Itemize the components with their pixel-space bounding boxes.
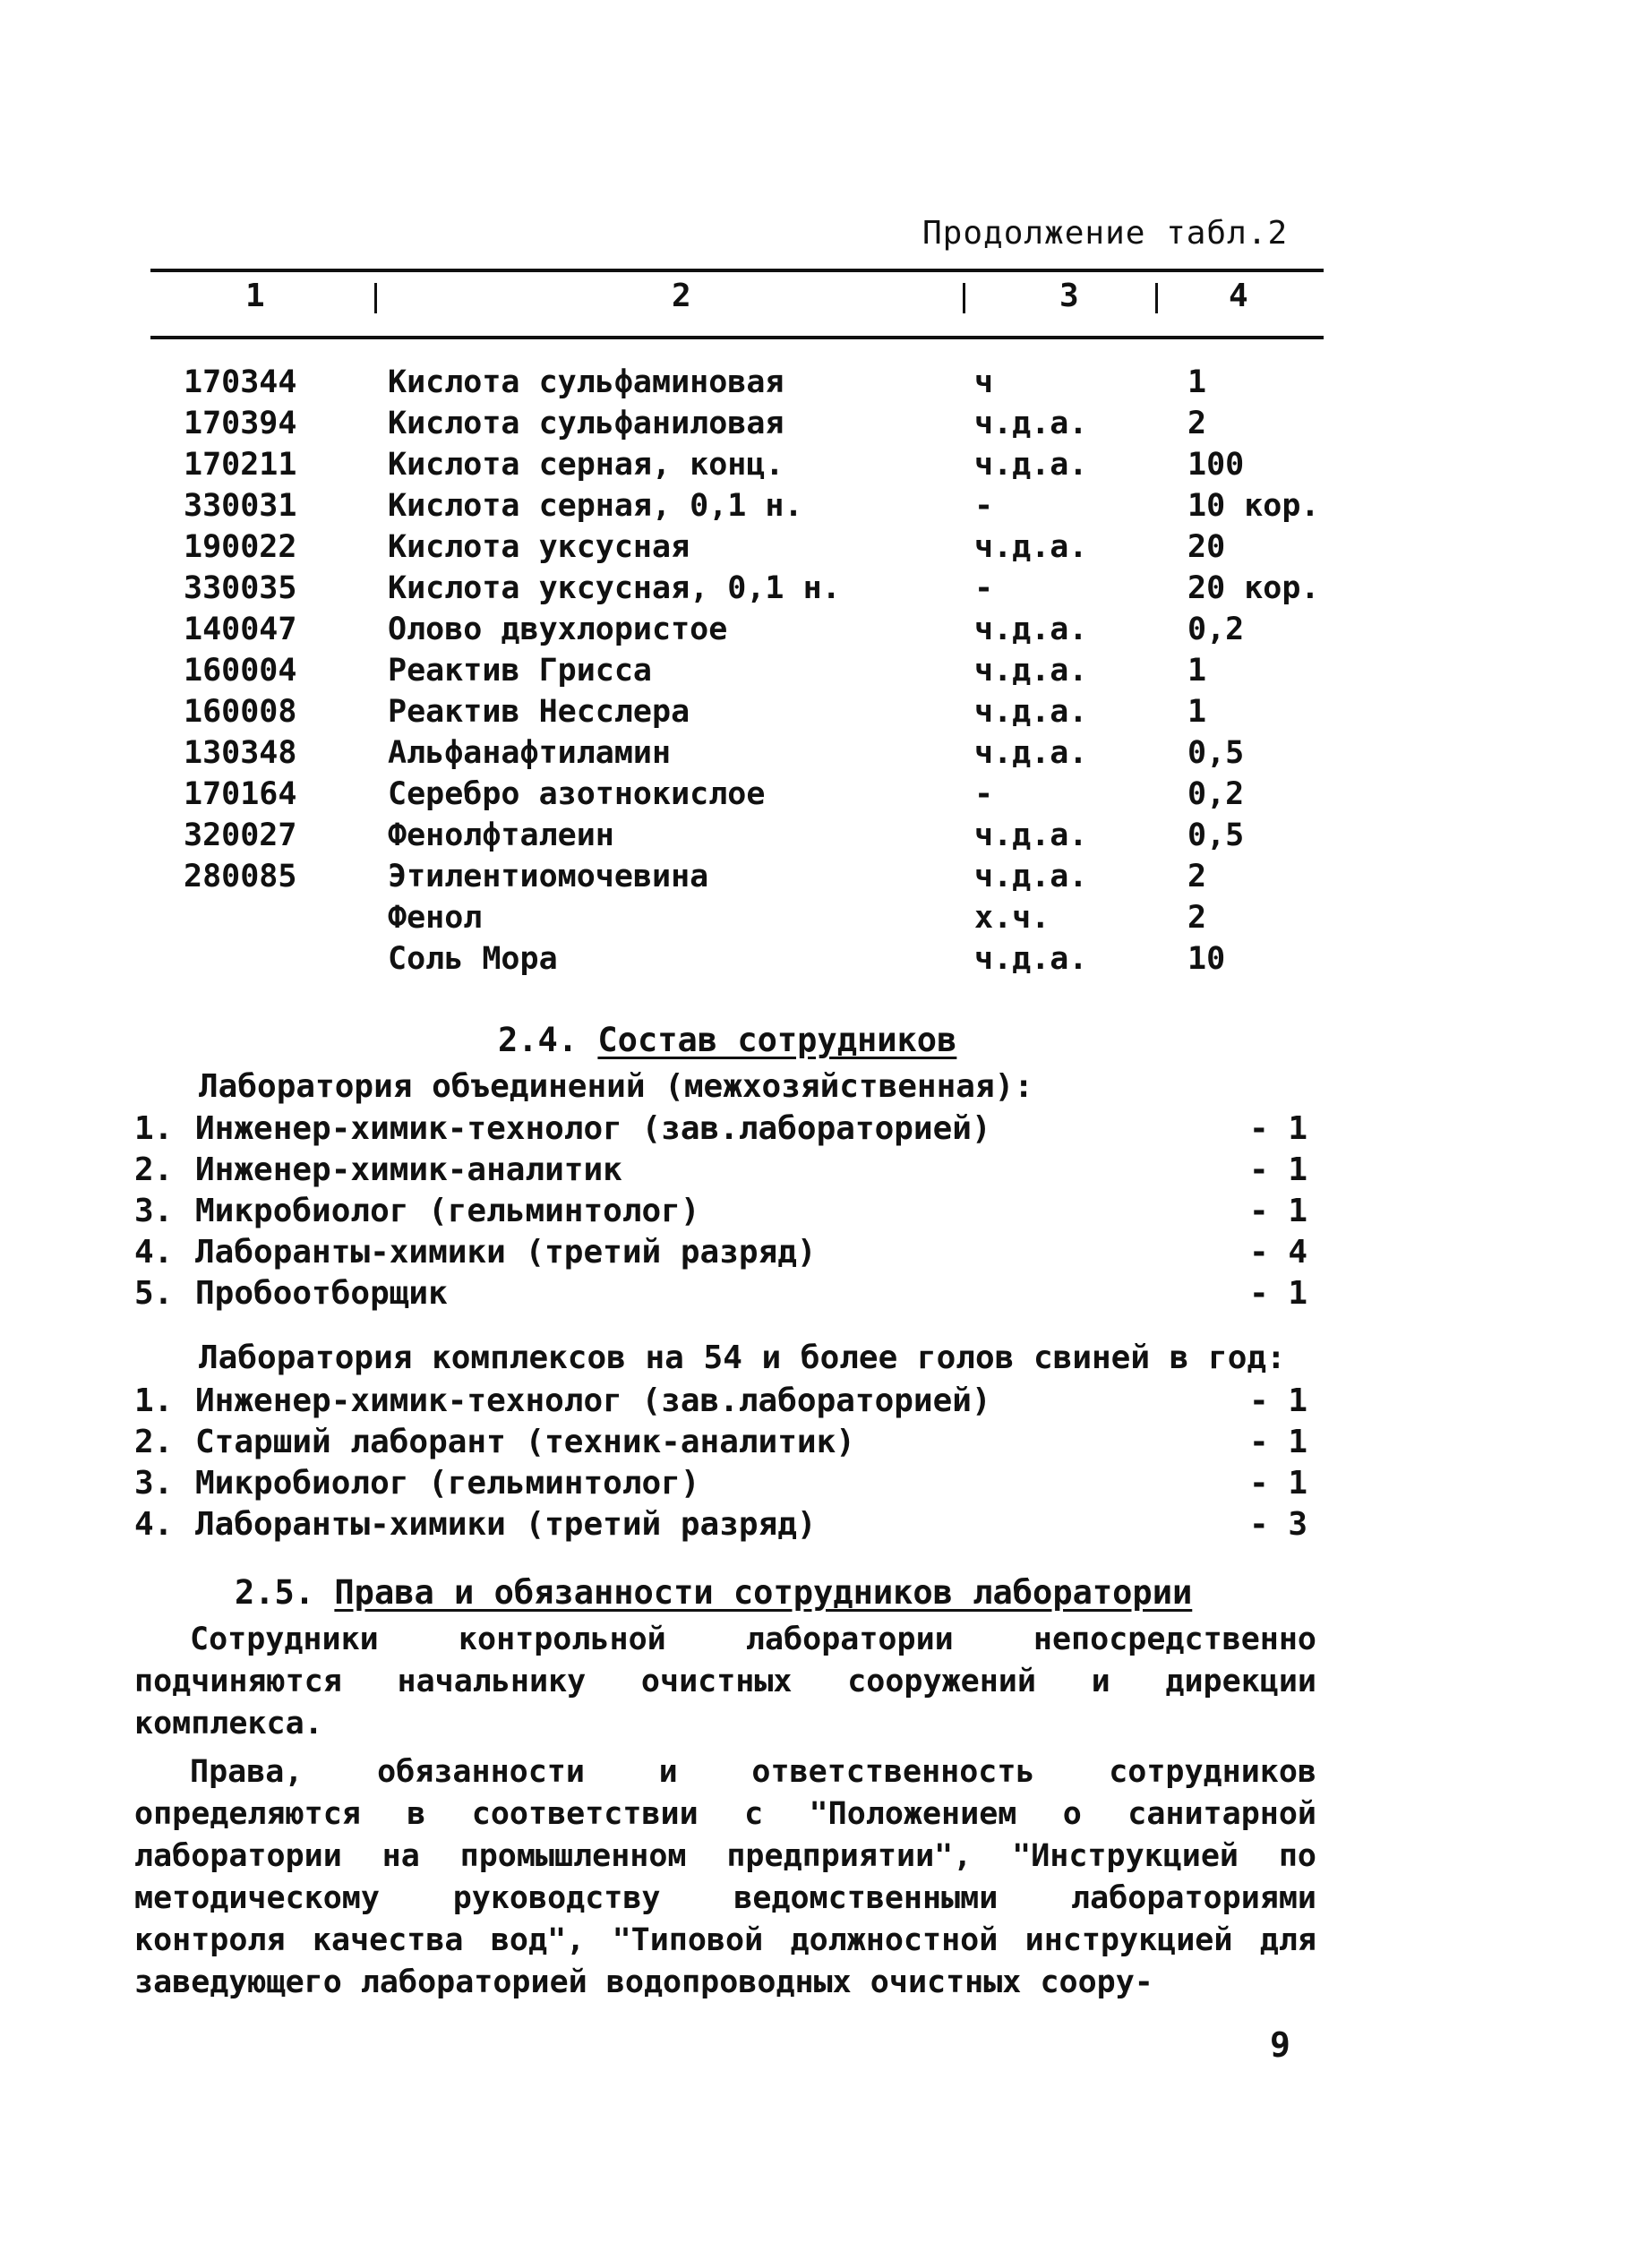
reagent-name: Кислота уксусная (388, 529, 690, 565)
staff-item-count: - 4 (1248, 1234, 1307, 1271)
staff-item-count: - 1 (1248, 1110, 1307, 1147)
reagent-name: Кислота сульфаниловая (388, 406, 784, 441)
reagent-quantity: 0,5 (1187, 817, 1245, 853)
staff-item (134, 1193, 1307, 1234)
reagent-name: Кислота сульфаминовая (388, 364, 784, 400)
reagent-code: 130348 (184, 735, 297, 771)
reagent-grade: ч.д.а. (974, 694, 1088, 730)
column-number-4: 4 (1229, 278, 1248, 314)
reagent-grade: ч.д.а. (974, 735, 1088, 771)
staff-item-title: Лаборанты-химики (третий разряд) (195, 1506, 817, 1543)
reagent-code: 170344 (184, 364, 297, 400)
reagent-quantity: 20 (1187, 529, 1226, 565)
staff-item (134, 1506, 1307, 1547)
column-separator (963, 283, 965, 313)
column-number-1: 1 (245, 278, 265, 314)
staff-item (134, 1465, 1307, 1506)
staff-item-count: - 1 (1248, 1465, 1307, 1502)
reagent-code: 330035 (184, 570, 297, 606)
staff-item (134, 1151, 1307, 1193)
reagent-grade: ч.д.а. (974, 406, 1088, 441)
staff-item-count: - 1 (1248, 1382, 1307, 1419)
table-header-rule (150, 336, 1324, 339)
reagent-grade: - (974, 776, 994, 812)
reagent-name: Соль Мора (388, 941, 558, 977)
staff-item-count: - 1 (1248, 1151, 1307, 1188)
staff-item-title: Инженер-химик-технолог (зав.лабораторией) (195, 1382, 991, 1419)
reagent-code: 320027 (184, 817, 297, 853)
reagent-code: 190022 (184, 529, 297, 565)
staff-item-number: 3. (134, 1465, 174, 1502)
staff-item-number: 1. (134, 1110, 174, 1147)
reagent-name: Этилентиомочевина (388, 859, 709, 894)
reagent-grade: - (974, 488, 994, 524)
reagent-grade: ч.д.а. (974, 447, 1088, 483)
staff-item-title: Старший лаборант (техник-аналитик) (195, 1424, 855, 1460)
section-number: 2.5. (235, 1573, 315, 1612)
reagent-name: Фенолфталеин (388, 817, 614, 853)
reagent-name: Кислота серная, 0,1 н. (388, 488, 803, 524)
staff-item (134, 1234, 1307, 1275)
staff-item (134, 1110, 1307, 1151)
staff-item-title: Пробоотборщик (195, 1275, 448, 1312)
staff-item (134, 1382, 1307, 1424)
staff-item-title: Микробиолог (гельминтолог) (195, 1465, 700, 1502)
reagent-grade: ч.д.а. (974, 529, 1088, 565)
staff-item (134, 1424, 1307, 1465)
staff-item (134, 1275, 1307, 1316)
section-number: 2.4. (498, 1021, 579, 1059)
staff-item-title: Инженер-химик-технолог (зав.лабораторией) (195, 1110, 991, 1147)
reagent-name: Кислота серная, конц. (388, 447, 784, 483)
staff-item-title: Микробиолог (гельминтолог) (195, 1193, 700, 1229)
reagent-quantity: 2 (1187, 900, 1207, 936)
reagent-name: Серебро азотнокислое (388, 776, 766, 812)
column-number-3: 3 (1059, 278, 1079, 314)
page-number: 9 (1270, 2025, 1290, 2065)
reagent-code: 140047 (184, 612, 297, 647)
reagent-grade: ч.д.а. (974, 612, 1088, 647)
reagent-code: 280085 (184, 859, 297, 894)
staff-item-number: 3. (134, 1193, 174, 1229)
staff-item-number: 1. (134, 1382, 174, 1419)
section-title: Права и обязанности сотрудников лаборатории (334, 1573, 1193, 1612)
reagent-name: Альфанафтиламин (388, 735, 672, 771)
reagent-quantity: 0,2 (1187, 776, 1245, 812)
reagent-quantity: 2 (1187, 406, 1207, 441)
staff-item-title: Лаборанты-химики (третий разряд) (195, 1234, 817, 1271)
reagent-quantity: 20 кор. (1187, 570, 1320, 606)
staff-item-title: Инженер-химик-аналитик (195, 1151, 622, 1188)
staff-item-count: - 1 (1248, 1424, 1307, 1460)
table-top-rule (150, 269, 1324, 272)
staff-item-number: 2. (134, 1424, 174, 1460)
paragraph: Права, обязанности и ответственность сотрудников определяются в соответствии с "Положением о санитарной лаборатории на промышленном предприятии", "Инструкцией по методическому руководству ведомственными лабораториями контроля качества вод", "Типовой должностной инструкцией для заведующего лабораторией водопроводных очистных соору- (134, 1754, 1316, 2000)
reagent-name: Фенол (388, 900, 483, 936)
table-continuation-caption: Продолжение табл.2 (922, 215, 1289, 252)
staff-item-number: 4. (134, 1506, 174, 1543)
reagent-name: Олово двухлористое (388, 612, 728, 647)
reagent-name: Реактив Грисса (388, 653, 653, 689)
reagent-quantity: 10 (1187, 941, 1226, 977)
reagent-quantity: 1 (1187, 694, 1207, 730)
staff-item-number: 4. (134, 1234, 174, 1271)
reagent-quantity: 1 (1187, 364, 1207, 400)
staff-item-count: - 3 (1248, 1506, 1307, 1543)
reagent-quantity: 0,2 (1187, 612, 1245, 647)
column-separator (374, 283, 377, 313)
reagent-code: 170211 (184, 447, 297, 483)
paragraph: Сотрудники контрольной лаборатории непосредственно подчиняются начальнику очистных сооружений и дирекции комплекса. (134, 1622, 1316, 1742)
section-2-4-heading (498, 1021, 956, 1059)
staff-item-count: - 1 (1248, 1193, 1307, 1229)
reagent-quantity: 2 (1187, 859, 1207, 894)
column-number-2: 2 (672, 278, 691, 314)
section-title: Состав сотрудников (597, 1021, 957, 1059)
reagent-grade: ч.д.а. (974, 817, 1088, 853)
staff-item-number: 5. (134, 1275, 174, 1312)
staff-group-heading: Лаборатория комплексов на 54 и более голов свиней в год: (199, 1339, 1286, 1376)
reagent-grade: ч (974, 364, 994, 400)
reagent-grade: ч.д.а. (974, 653, 1088, 689)
column-separator (1155, 283, 1158, 313)
staff-group-heading: Лаборатория объединений (межхозяйственная): (199, 1068, 1033, 1105)
reagent-quantity: 1 (1187, 653, 1207, 689)
reagent-code: 170164 (184, 776, 297, 812)
reagent-grade: ч.д.а. (974, 859, 1088, 894)
section-2-5-heading (235, 1573, 1192, 1612)
staff-item-count: - 1 (1248, 1275, 1307, 1312)
reagent-code: 160004 (184, 653, 297, 689)
reagent-grade: х.ч. (974, 900, 1050, 936)
staff-item-number: 2. (134, 1151, 174, 1188)
reagent-quantity: 100 (1187, 447, 1245, 483)
reagent-code: 170394 (184, 406, 297, 441)
reagent-name: Кислота уксусная, 0,1 н. (388, 570, 841, 606)
reagent-quantity: 0,5 (1187, 735, 1245, 771)
reagent-code: 330031 (184, 488, 297, 524)
reagent-name: Реактив Несслера (388, 694, 690, 730)
reagent-code: 160008 (184, 694, 297, 730)
reagent-grade: - (974, 570, 994, 606)
reagent-quantity: 10 кор. (1187, 488, 1320, 524)
reagent-grade: ч.д.а. (974, 941, 1088, 977)
